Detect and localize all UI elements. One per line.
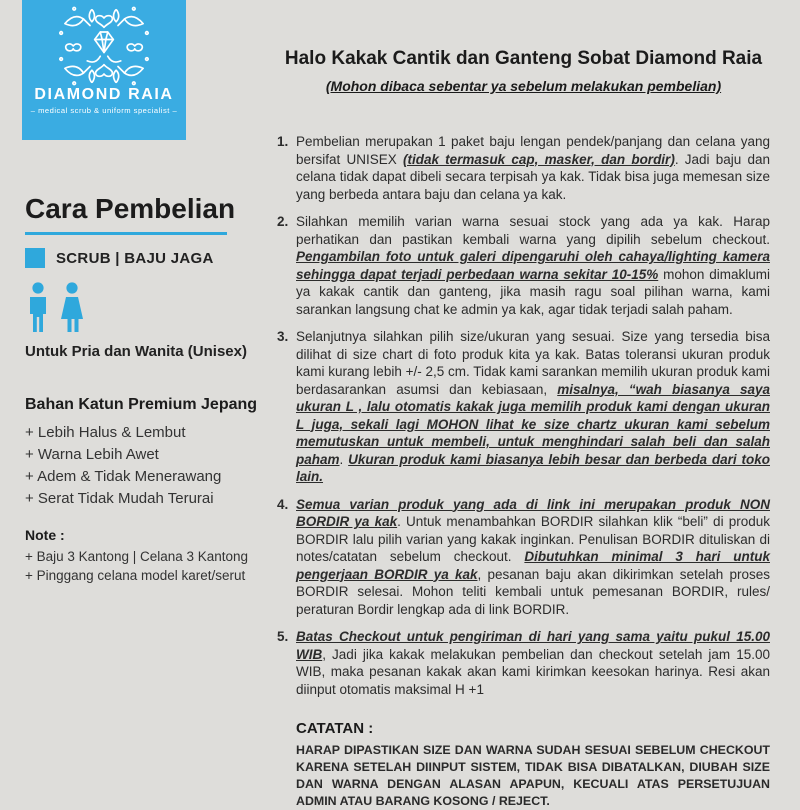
list-item: + Baju 3 Kantong | Celana 3 Kantong	[25, 549, 249, 564]
item-number: 1.	[277, 134, 289, 149]
material-heading: Bahan Katun Premium Jepang	[25, 396, 258, 413]
catatan-section	[277, 720, 770, 810]
instruction-list	[277, 133, 770, 698]
note-heading: Note :	[25, 527, 65, 543]
catatan-heading: CATATAN :	[296, 720, 374, 737]
item-text: Pembelian merupakan 1 paket baju lengan pendek/panjang dan celana yang bersifat UNISEX (tidak termasuk cap, masker, dan bordir). Jadi baju dan celana tidak dapat dibeli secara terpisah ya kak. Tidak bisa juga memesan size yang berbeda antara baju dan celana ya kak.	[296, 134, 770, 202]
item-number: 3.	[277, 329, 289, 344]
page-subtitle: (Mohon dibaca sebentar ya sebelum melakukan pembelian)	[325, 78, 722, 94]
brand-tagline: – medical scrub & uniform specialist –	[30, 106, 178, 115]
instruction-item	[277, 133, 770, 203]
heading-underline	[25, 232, 227, 235]
instruction-item	[277, 328, 770, 486]
main-content	[277, 48, 770, 810]
feature-list	[25, 425, 263, 506]
list-item: + Pinggang celana model karet/serut	[25, 568, 246, 583]
section-heading: Cara Pembelian	[25, 193, 236, 224]
category-row	[25, 248, 263, 268]
list-item: + Serat Tidak Mudah Terurai	[25, 490, 214, 507]
item-number: 5.	[277, 629, 289, 644]
instruction-item	[277, 628, 770, 698]
item-number: 4.	[277, 496, 289, 512]
list-item: + Warna Lebih Awet	[25, 446, 159, 463]
male-female-icon	[25, 282, 87, 334]
item-text: Selanjutnya silahkan pilih size/ukuran yang sesuai. Size yang tersedia bisa dilihat di size chart di foto produk kita ya kak. Batas toleransi ukuran produk kami kurang lebih +/- 2,5 cm. Tidak kami sarankan memilih ukuran produk kami berdasarankan asumsi dan kebiasaan, misalnya, “wah biasanya saya ukuran L , lalu otomatis kakak juga memilih produk kami dengan ukuran L juga, sekali lagi MOHON lihat ke size chartz ukuran kami sebelum memutuskan untuk membeli, untuk menghindari salah beli dan salah paham. Ukuran produk kami biasanya lebih besar dan berbeda dari toko lain.	[296, 329, 770, 484]
item-text: Semua varian produk yang ada di link ini merupakan produk NON BORDIR ya kak. Untuk menambahkan BORDIR silahkan klik “beli” di produk BORDIR lalu pilih varian yang kakak inginkan. Penulisan BORDIR dituliskan di notes/catatan sebelum checkout. Dibutuhkan minimal 3 hari untuk pengerjaan BORDIR ya kak, pesanan baju akan dikirimkan setelah proses BORDIR selesai. Mohon teliti kembali untuk pemesanan BORDIR, rules/ peraturan Bordir lengkap ada di link BORDIR.	[296, 496, 770, 617]
note-list	[25, 550, 263, 583]
instruction-item	[277, 496, 770, 619]
unisex-figures	[25, 282, 263, 334]
list-item: + Lebih Halus & Lembut	[25, 424, 186, 441]
category-bullet-icon	[25, 248, 45, 268]
brand-name: DIAMOND RAIA	[34, 86, 174, 103]
item-number: 2.	[277, 214, 289, 229]
unisex-label: Untuk Pria dan Wanita (Unisex)	[25, 343, 247, 360]
diamond-ornament-icon	[46, 5, 162, 87]
category-label: SCRUB | BAJU JAGA	[56, 249, 214, 267]
list-item: + Adem & Tidak Menerawang	[25, 468, 222, 485]
brand-logo	[22, 0, 186, 140]
page-title: Halo Kakak Cantik dan Ganteng Sobat Diamond Raia	[284, 48, 763, 69]
instruction-item	[277, 213, 770, 318]
item-text: Silahkan memilih varian warna sesuai stock yang ada ya kak. Harap perhatikan dan pastikan kembali warna yang dipilih sebelum checkout. Pengambilan foto untuk galeri dipengaruhi oleh cahaya/lighting kamera sehingga dapat terjadi perbedaan warna sekitar 10-15% mohon dimaklumi ya kakak cantik dan ganteng, jika masih ragu soal pilihan warna, kami sarankan langsung chat ke admin ya kak, agar tidak terjadi salah paham.	[296, 214, 770, 317]
catatan-body: HARAP DIPASTIKAN SIZE DAN WARNA SUDAH SESUAI SEBELUM CHECKOUT KARENA SETELAH DIINPUT SISTEM, TIDAK BISA DIBATALKAN, DIUBAH SIZE DAN WARNA DENGAN ALASAN APAPUN, KECUALI ATAS PERSETUJUAN ADMIN ATAU BARANG KOSONG / REJECT.	[296, 743, 770, 808]
sidebar	[25, 195, 263, 588]
item-text: Batas Checkout untuk pengiriman di hari yang sama yaitu pukul 15.00 WIB, Jadi jika kakak melakukan pembelian dan checkout setelah jam 15.00 WIB, maka pesanan kakak akan kami kirimkan keesokan harinya. Resi akan diinput otomatis maksimal H +1	[296, 629, 770, 697]
